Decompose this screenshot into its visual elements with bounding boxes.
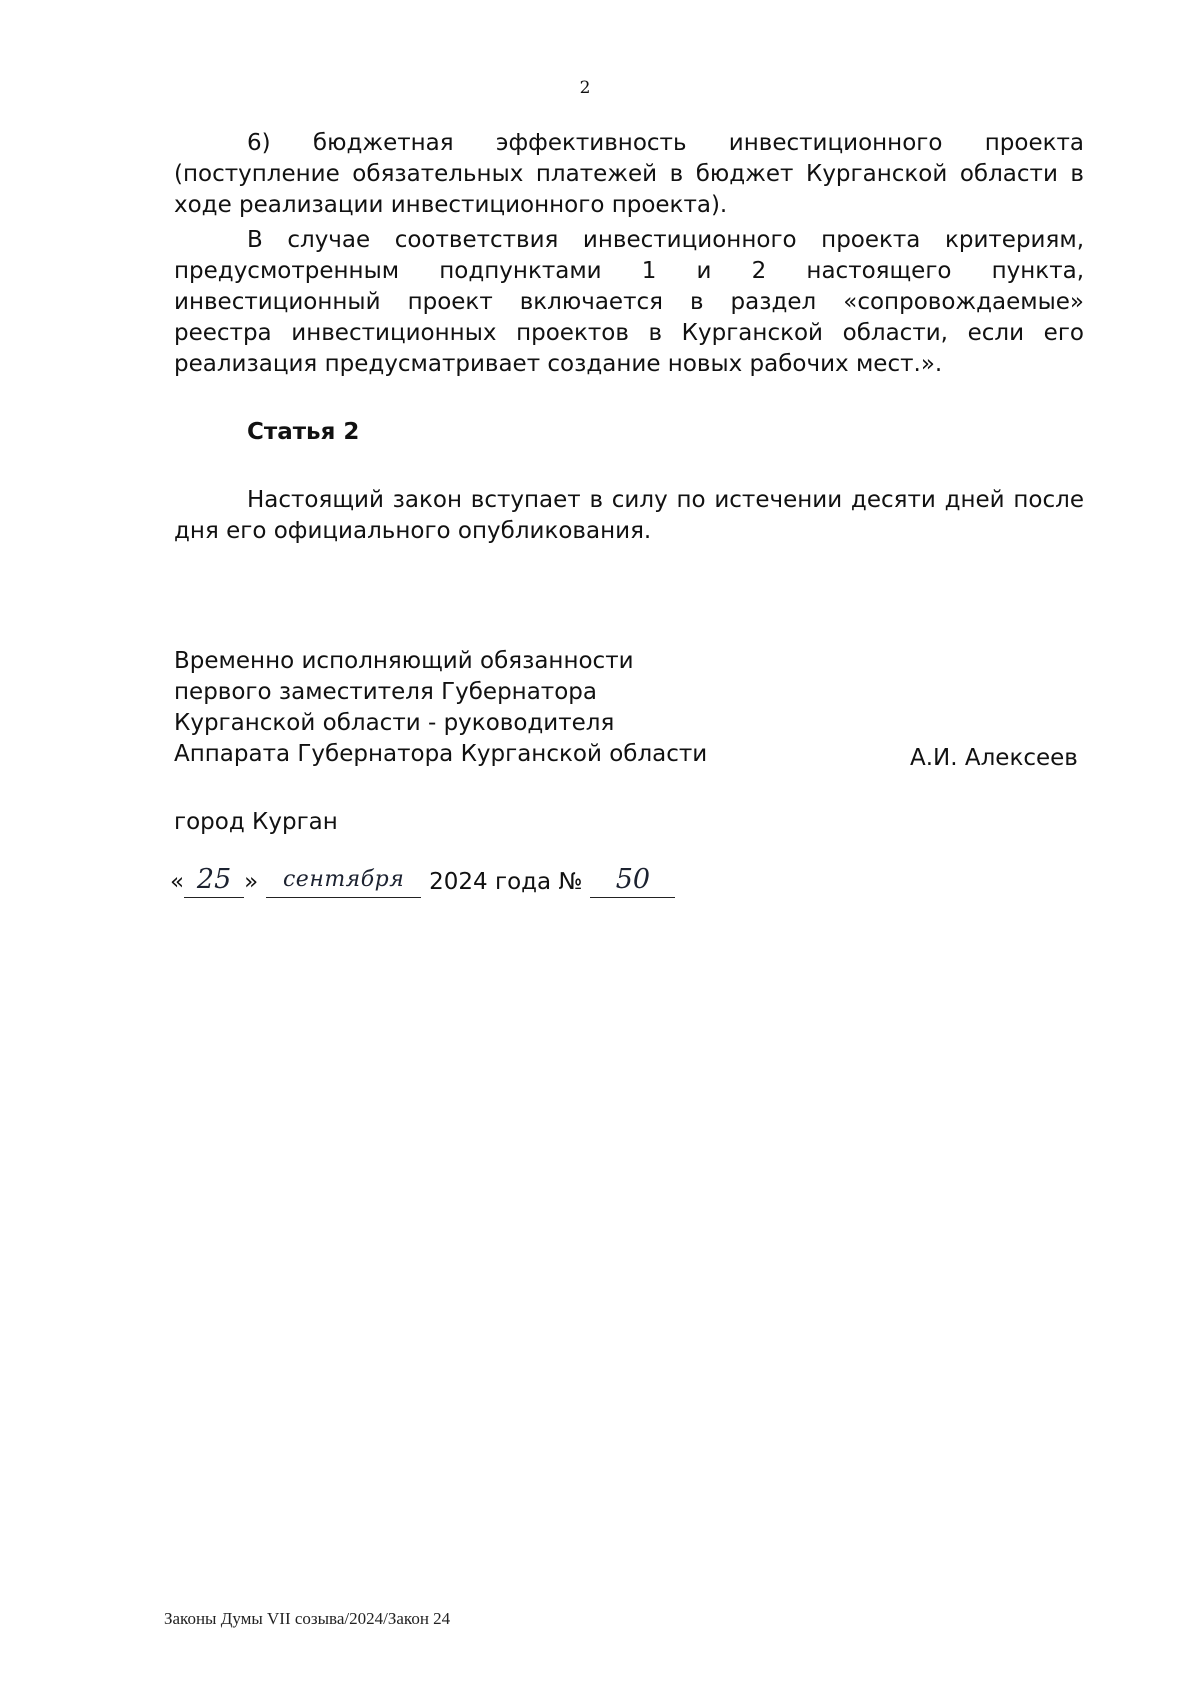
page-number: 2: [579, 78, 591, 98]
date-open-quote: «: [170, 869, 185, 895]
signer-name: А.И. Алексеев: [910, 745, 1078, 771]
signatory-title-line: первого заместителя Губернатора: [174, 679, 597, 705]
signatory-title: [174, 646, 794, 770]
date-month-handwritten: сентября: [266, 866, 421, 898]
date-close-quote: »: [244, 869, 259, 895]
footer-reference: Законы Думы VII созыва/2024/Закон 24: [164, 1609, 451, 1628]
signatory-title-line: Курганской области - руководителя: [174, 710, 615, 736]
law-number-handwritten: 50: [590, 866, 675, 898]
article-2-heading: Статья 2: [247, 419, 360, 445]
article-2-text: Настоящий закон вступает в силу по истечении десяти дней после дня его официального опубликования.: [174, 487, 1084, 544]
signatory-title-line: Аппарата Губернатора Курганской области: [174, 741, 708, 767]
date-day-handwritten: 25: [184, 866, 244, 898]
city: город Курган: [174, 809, 338, 835]
date-line: [170, 866, 675, 898]
paragraph-conformity: В случае соответствия инвестиционного проекта критериям, предусмотренным подпунктами 1 и 2 настоящего пункта, инвестиционный проект включается в раздел «сопровождаемые» реестра инвестиционных проектов в Курганской области, если его реализация предусматривает создание новых рабочих мест.».: [174, 227, 1084, 377]
signatory-title-line: Временно исполняющий обязанности: [174, 648, 634, 674]
date-year-text: 2024 года №: [429, 869, 583, 895]
paragraph-item-6: 6) бюджетная эффективность инвестиционного проекта (поступление обязательных платежей в бюджет Курганской области в ходе реализации инвестиционного проекта).: [174, 130, 1084, 218]
